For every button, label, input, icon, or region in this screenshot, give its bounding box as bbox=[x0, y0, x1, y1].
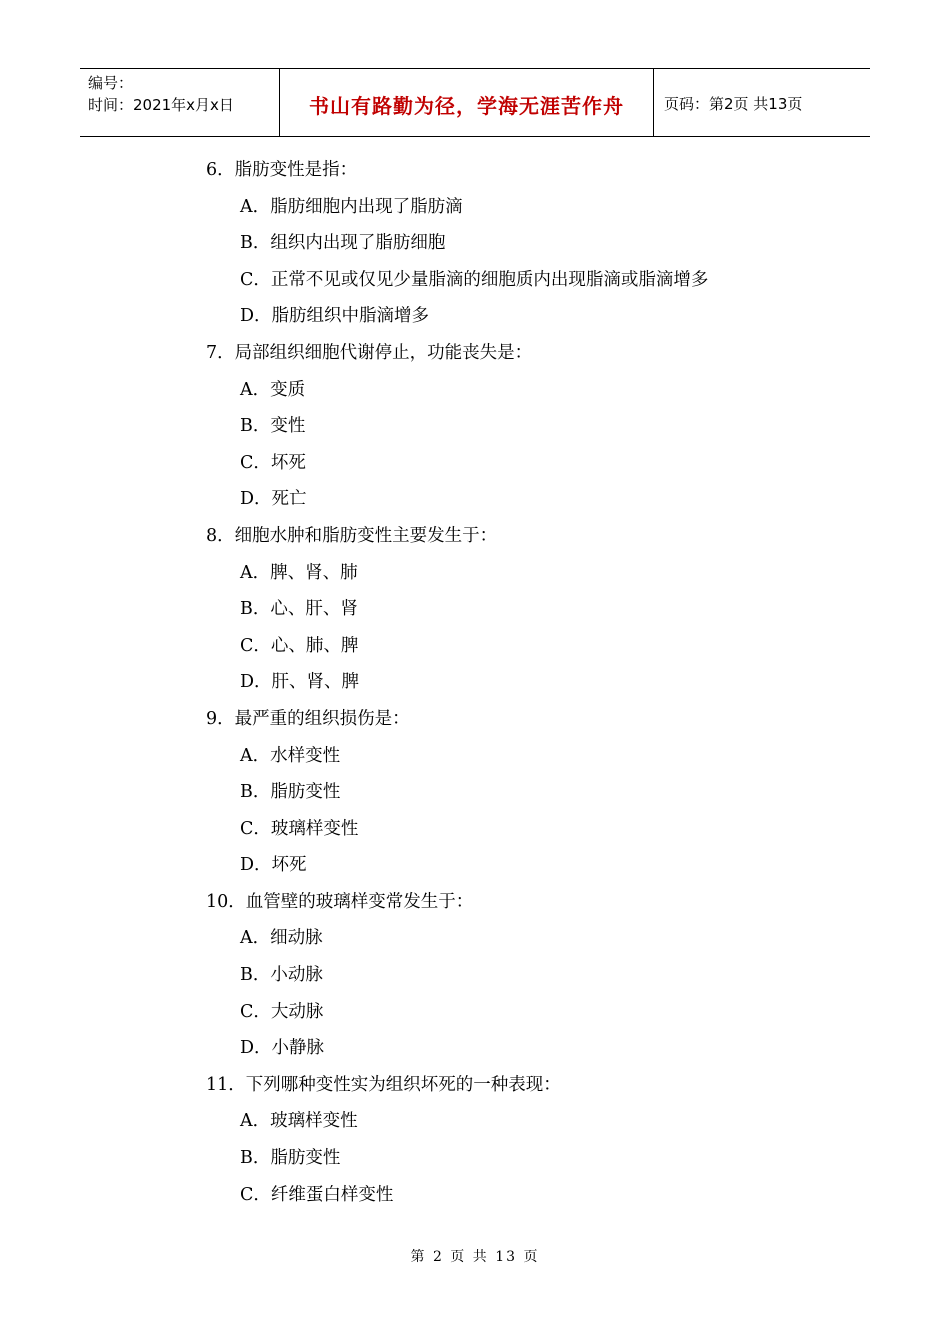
page-footer: 第 2 页 共 13 页 bbox=[410, 1249, 540, 1265]
date-label: 时间：2021年x月x日 bbox=[88, 96, 234, 114]
option-item: C．正常不见或仅见少量脂滴的细胞质内出现脂滴或脂滴增多 bbox=[240, 269, 709, 290]
option-item: C．玻璃样变性 bbox=[240, 818, 359, 839]
question-block bbox=[0, 335, 950, 518]
option-item: B．小动脉 bbox=[240, 965, 323, 986]
question-text: 11．下列哪种变性实为组织坏死的一种表现： bbox=[206, 1074, 561, 1095]
option-item: B．心、肝、肾 bbox=[240, 599, 358, 620]
question-block bbox=[0, 884, 950, 1067]
question-block bbox=[0, 701, 950, 884]
option-item: A．玻璃样变性 bbox=[240, 1111, 358, 1132]
option-item: D．脂肪组织中脂滴增多 bbox=[240, 306, 430, 327]
page-header bbox=[80, 68, 870, 137]
option-item: A．脂肪细胞内出现了脂肪滴 bbox=[240, 196, 463, 217]
option-item: B．脂肪变性 bbox=[240, 782, 341, 803]
option-item: D．小静脉 bbox=[240, 1038, 325, 1059]
question-block bbox=[0, 1067, 950, 1213]
question-block bbox=[0, 152, 950, 335]
option-item: D．肝、肾、脾 bbox=[240, 672, 360, 693]
option-item: D．死亡 bbox=[240, 489, 307, 510]
option-item: A．细动脉 bbox=[240, 928, 323, 949]
option-item: A．水样变性 bbox=[240, 745, 341, 766]
question-text: 6．脂肪变性是指： bbox=[206, 160, 358, 180]
option-item: B．脂肪变性 bbox=[240, 1148, 341, 1169]
question-text: 7．局部组织细胞代谢停止，功能丧失是： bbox=[206, 342, 533, 363]
option-item: B．组织内出现了脂肪细胞 bbox=[240, 233, 446, 254]
option-item: C．坏死 bbox=[240, 452, 306, 473]
header-left-cell bbox=[80, 69, 280, 136]
option-item: D．坏死 bbox=[240, 855, 307, 876]
option-item: B．变性 bbox=[240, 416, 306, 437]
option-item: A．脾、肾、肺 bbox=[240, 562, 358, 583]
header-page-label: 页码：第2页 共13页 bbox=[664, 95, 803, 113]
question-text: 8．细胞水肿和脂肪变性主要发生于： bbox=[206, 525, 498, 546]
question-list bbox=[0, 152, 950, 1213]
option-item: C．心、肺、脾 bbox=[240, 635, 359, 656]
option-item: C．纤维蛋白样变性 bbox=[240, 1184, 394, 1205]
question-text: 10．血管壁的玻璃样变常发生于： bbox=[206, 891, 474, 912]
question-text: 9．最严重的组织损伤是： bbox=[206, 708, 410, 729]
number-label: 编号： bbox=[88, 74, 134, 92]
option-item: A．变质 bbox=[240, 379, 306, 400]
question-block bbox=[0, 518, 950, 701]
header-motto: 书山有路勤为径，学海无涯苦作舟 bbox=[280, 69, 654, 136]
option-item: C．大动脉 bbox=[240, 1001, 324, 1022]
